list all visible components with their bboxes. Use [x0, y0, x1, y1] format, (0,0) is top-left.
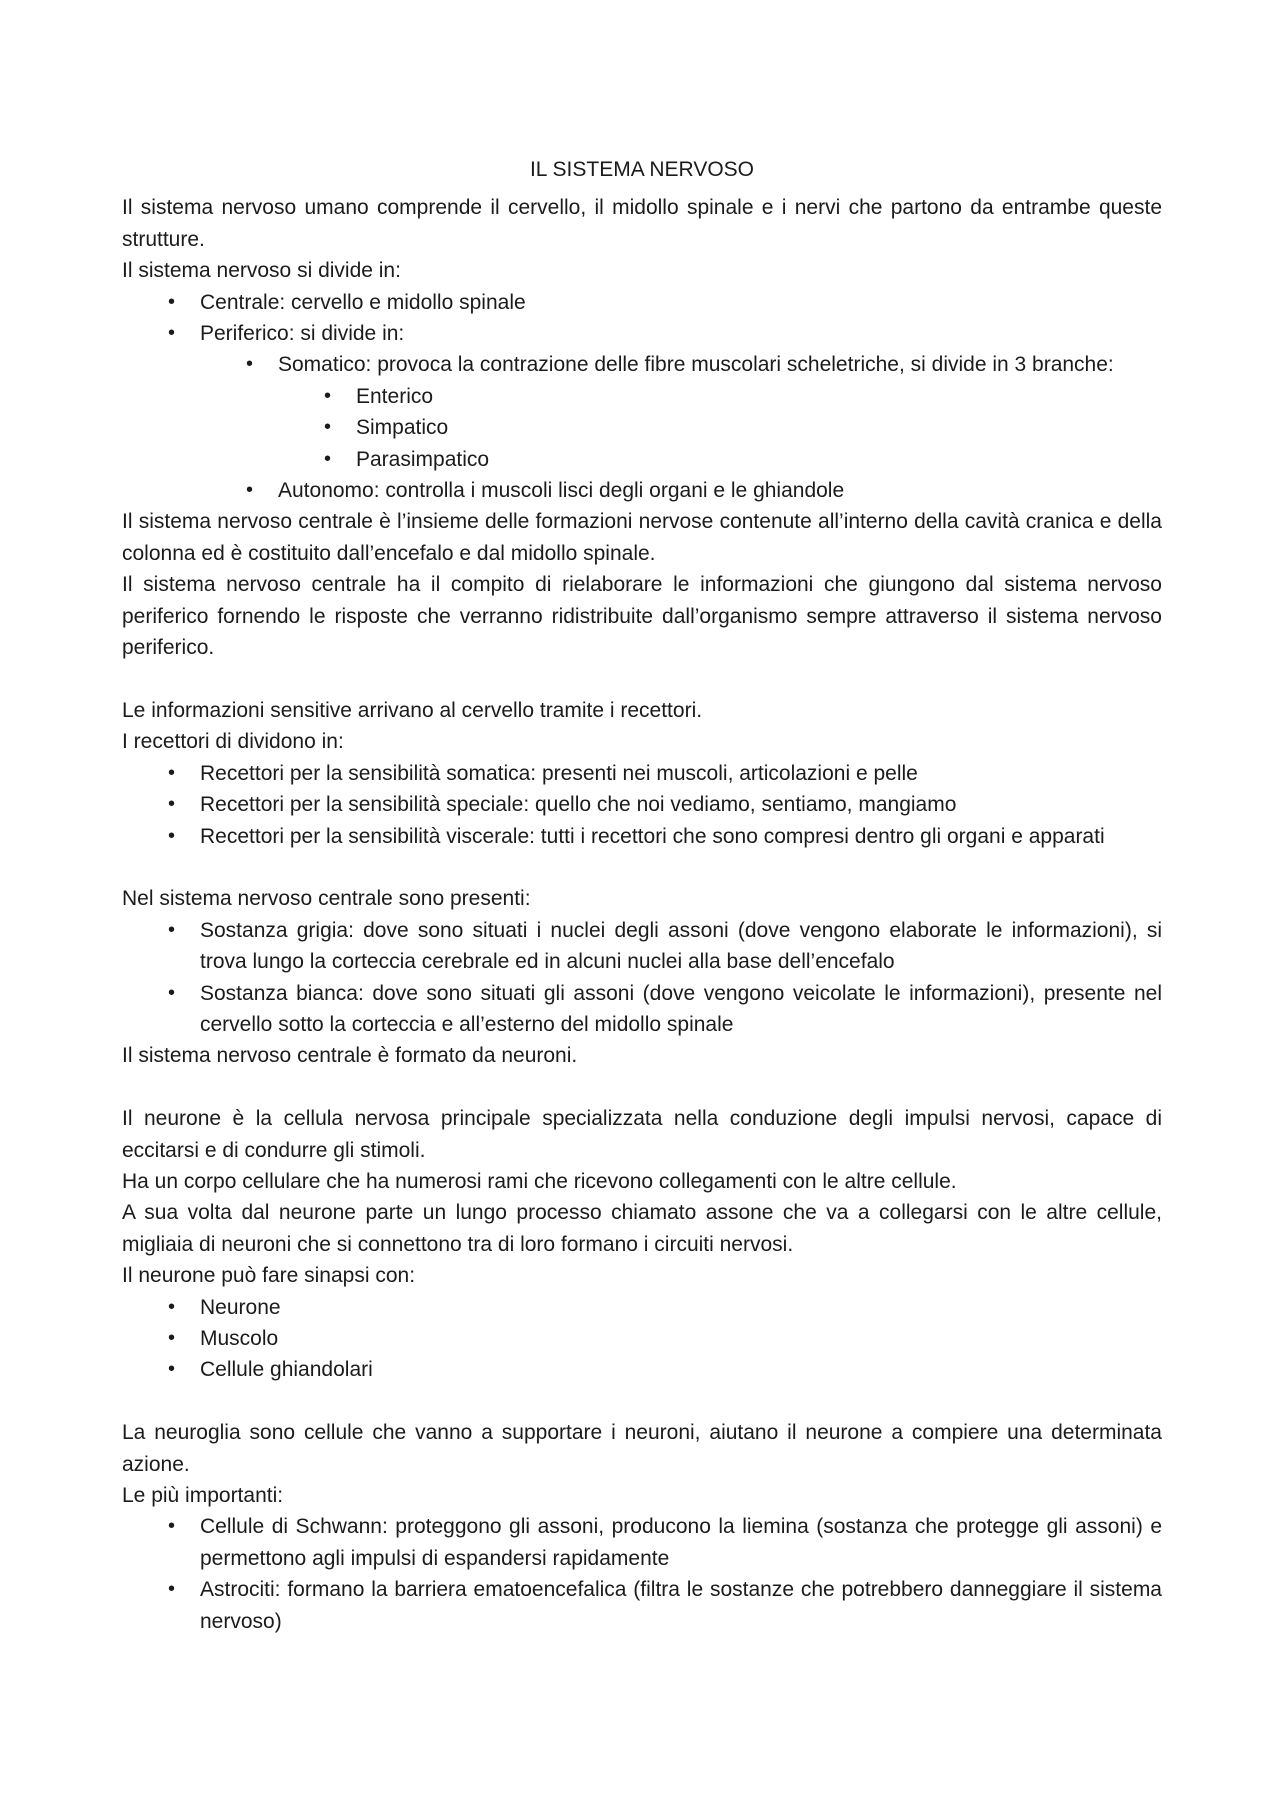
paragraph: Il neurone può fare sinapsi con:: [122, 1264, 416, 1288]
list-item: • Autonomo: controlla i muscoli lisci degli organi e le ghiandole: [278, 475, 1162, 506]
list-item: • Centrale: cervello e midollo spinale: [200, 287, 1162, 318]
spacer: [122, 1072, 1162, 1103]
paragraph: Il sistema nervoso centrale è formato da neuroni.: [122, 1044, 578, 1068]
spacer: [122, 852, 1162, 883]
list-item: • Somatico: provoca la contrazione delle fibre muscolari scheletriche, si divide in 3 branche:: [278, 349, 1162, 380]
list-item: • Cellule ghiandolari: [200, 1354, 1162, 1385]
paragraph: La neuroglia sono cellule che vanno a supportare i neuroni, aiutano il neurone a compiere una determinata azione.: [122, 1421, 1162, 1476]
document-body: [122, 154, 1162, 1637]
paragraph: Il neurone è la cellula nervosa principale specializzata nella conduzione degli impulsi nervosi, capace di eccitarsi e di condurre gli stimoli.: [122, 1107, 1162, 1162]
list-item: • Neurone: [200, 1292, 1162, 1323]
list-item: • Cellule di Schwann: proteggono gli assoni, producono la liemina (sostanza che protegge gli assoni) e permettono agli impulsi di espandersi rapidamente: [200, 1511, 1162, 1574]
list-item: • Enterico: [356, 381, 1162, 412]
paragraph: I recettori di dividono in:: [122, 730, 344, 754]
list-item: • Sostanza grigia: dove sono situati i nuclei degli assoni (dove vengono elaborate le informazioni), si trova lungo la corteccia cerebrale ed in alcuni nuclei alla base dell’encefalo: [200, 915, 1162, 978]
paragraph: Nel sistema nervoso centrale sono presenti:: [122, 887, 531, 911]
paragraph: Il sistema nervoso umano comprende il cervello, il midollo spinale e i nervi che partono da entrambe queste strutture.: [122, 196, 1162, 251]
paragraph: Il sistema nervoso centrale è l’insieme delle formazioni nervose contenute all’interno della cavità cranica e della colonna ed è costituito dall’encefalo e dal midollo spinale.: [122, 510, 1162, 565]
list-item: • Parasimpatico: [356, 444, 1162, 475]
paragraph: A sua volta dal neurone parte un lungo processo chiamato assone che va a collegarsi con le altre cellule, migliaia di neuroni che si connettono tra di loro formano i circuiti nervosi.: [122, 1201, 1162, 1256]
page-title: IL SISTEMA NERVOSO: [529, 158, 755, 181]
list-item: • Recettori per la sensibilità somatica: presenti nei muscoli, articolazioni e pelle: [200, 758, 1162, 789]
list-item: • Recettori per la sensibilità viscerale: tutti i recettori che sono compresi dentro gli organi e apparati: [200, 821, 1162, 852]
sinapsi-list: [122, 1292, 1162, 1386]
paragraph: Le più importanti:: [122, 1484, 284, 1507]
recettori-list: [122, 758, 1162, 852]
list-item: • Simpatico: [356, 412, 1162, 443]
divisions-list: [122, 287, 1162, 350]
periferico-sublist: [122, 349, 1162, 380]
list-item: • Sostanza bianca: dove sono situati gli assoni (dove vengono veicolate le informazioni), presente nel cervello sotto la corteccia e all’esterno del midollo spinale: [200, 978, 1162, 1041]
neuroglia-list: [122, 1511, 1162, 1637]
branches-list: [122, 381, 1162, 475]
list-item: • Astrociti: formano la barriera ematoencefalica (filtra le sostanze che potrebbero danneggiare il sistema nervoso): [200, 1574, 1162, 1637]
spacer: [122, 1386, 1162, 1417]
spacer: [122, 664, 1162, 695]
list-item: • Periferico: si divide in:: [200, 318, 1162, 349]
sostanze-list: [122, 915, 1162, 1041]
list-item: • Muscolo: [200, 1323, 1162, 1354]
list-item: • Recettori per la sensibilità speciale: quello che noi vediamo, sentiamo, mangiamo: [200, 789, 1162, 820]
paragraph: Ha un corpo cellulare che ha numerosi rami che ricevono collegamenti con le altre cellule.: [122, 1169, 957, 1193]
periferico-sublist-2: [122, 475, 1162, 506]
paragraph: Il sistema nervoso centrale ha il compito di rielaborare le informazioni che giungono dal sistema nervoso periferico fornendo le risposte che verranno ridistribuite dall’organismo sempre attraverso il sistema nervoso periferico.: [122, 573, 1162, 660]
paragraph: Le informazioni sensitive arrivano al cervello tramite i recettori.: [122, 698, 703, 722]
paragraph: Il sistema nervoso si divide in:: [122, 259, 401, 283]
